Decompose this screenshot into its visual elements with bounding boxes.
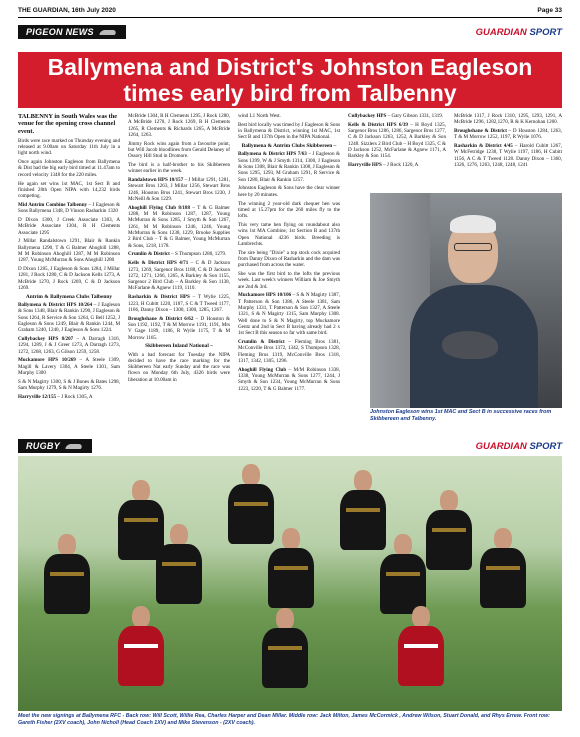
result-entry: Broughshane & District 6/62 – D Houston & Son 1192, 1192, T & M Morrow 1191, 1191, Mrs V Gage 1189, 1186, R Wylie 1175, T & M Morrow 1165. [128,315,230,341]
paragraph: McBride 1304, R H Clements 1295, J Rock 1280, A McBride 1270, J Rock 1269, R H Clements 1265, R Clements & Richards 1265, A McBride 1264, 1263. [128,113,230,138]
team-photo [18,456,562,711]
column-5 [454,113,562,193]
paragraph: He again set wins 1st MAC, 1st Sect B and finished 28th Open NIPA with 14,232 birds competing. [18,180,120,200]
paragraph: McBride 1317, J Rock 1310, 1295, 1293, 1291, A McBride 1296, 1282,1270, R & K Kernohan 1260. [454,113,562,126]
subheading: Ballymena & Antrim Clubs Skibbereen – [241,143,337,150]
pigeon-section-bar [18,24,562,40]
pigeon-news-label: PIGEON NEWS [26,27,94,37]
paragraph: D Dixon 1300, J Creek Associate 1303, A McBride Associate 1304, R H Clements Associate 1295 [18,216,120,236]
result-entry: Rasharkin & District HPS – T Wylie 1225, 1223, H Cubitt 1220, 1187, S C & T Tweed 1177, 1166, Danny Dixon – 1300, 1300, 1285, 1267. [128,294,230,313]
pigeon-news-tag [18,25,126,39]
paper-date: THE GUARDIAN, 16th July 2020 [18,7,116,14]
paragraph: Best bird locally was timed by J Eagleson & Sons in Ballymena & District, winning 1st MAC, 1st Sect B and 137th Open in the NIPA National. [238,121,340,141]
result-entry: Cullybackey HPS 8/207 – A Darragh 1316, 1294, 1289, J & J Greer 1273, A Darragh 1273, 1272, 1268, 1263, G Gilson 1259, 1258. [18,336,120,355]
paragraph: wind L1 North West. [238,113,281,119]
eagleson-photo [370,193,562,408]
result-entry: Harryville 12/155 – J Rock 1305, A [18,393,93,400]
result-entry: Ahoghill Flying Club – M/M Robinson 1338, 1338, Young McMurran & Sons 1277, 1244, J Smyth & Son 1234, Young McMurran & Sons 1223, 1220, T & G Balmer 1177. [238,366,340,392]
paragraph: D Dixon 1285, J Eagleson & Sons 1284, J Millar 1281, J Rock 1280, C & D Jackson Kells 1273, A McBride 1270, J Rock 1269, C & D Jackson 1269. [18,266,120,291]
paragraph: The winning 2 year-old dark chequer hen was timed at 15.27pm for the 260 miles fly to the lofts. [238,200,340,220]
photo-caption: Johnston Eagleson wins 1st MAC and Sect B in successive races from Skibbereen and Talbenny. [370,409,552,422]
result-entry: Broughshane & District – D Houston 1284, 1263, T & M Morrow 1252, 1197, R Wylie 1076. [454,128,562,141]
result-entry: Muckamore HPS 10/269 – A Steele 1309, Magill & Lavery 1304, A Steele 1301, Sam Murphy 1300 [18,357,120,377]
brand-sport: SPORT [529,26,562,38]
paragraph: Jimmy Rock wins again from a favourite point, but Will Jacob bloodlines from Gerald Delaney of Ossory Hill Stud in Dromore. [128,140,230,160]
column-1 [18,113,120,430]
column-4 [348,113,446,193]
paragraph: This very tame hen flying on roundabout also wins 1st MA Combine, 1st Section B and 137th Open National 4236 birds. Breeding is Lambrechts. [238,221,340,247]
pigeon-icon [442,331,498,359]
result-entry: Muckamore HPS 10/106 – S & N Magirty 1387, T Patterson & Son 1386, A Steele 1381, Sam Murphy 1331, T Patterson & Son 1327, A Steele 1321, S & N Magirty 1315, Sam Murphy 1308. Well done to S & N Magirty, top Muckamore Gentz and 2nd in Sect B having already had 2 x 1st Sect B this season so far with same bird. [238,292,340,337]
result-entry: Kells & District HPS 4/71 – C & D Jackson 1273, 1269, Sargenor Bros 1188, C & D Jackson 1272, 1271, 1266, 1265, A Barkley & Son 1155, Sargenor 2 Bird Club – A Barkley & Son 1138, McFarlane & Agnew 1119, 1110. [128,260,230,292]
paragraph: Johnston Eagleson & Sons have the clear winner here by 20 minutes. [238,185,340,198]
paragraph: S & N Magirty 1300, S & J Bones & Bates 1298, Sam Murphy 1279, S & N Magirty 1276. [18,378,120,392]
paragraph: The sire being "Dixie" a top stock cock acquired from Danny Dixon of Rasharkin and the dam was purchased from across the water. [238,249,340,269]
result-entry: Rasharkin & District 4/45 – Harold Cubitt 1267, W McFetridge 1238, T Wylie 1197, 1186, H Cubitt 1156, A C & T Tweed 1128. Danny Dixon – 1360, 1326, 1276, 1263, 1248, 1248, 1241 [454,143,562,169]
subheading: Antrim & Ballymena Clubs Talbenny [25,293,113,300]
rugby-tag [18,439,92,453]
main-headline: Ballymena and District's Johnston Eagleson times early bird from Talbenny [18,52,562,108]
rugby-section-bar [18,438,562,454]
rugby-ball-icon [66,442,84,450]
page-number: Page 33 [537,7,562,14]
result-entry: Cullybackey HPS – Gary Gibson 1331, 1319. [348,113,444,119]
paragraph: The bird is a half-brother to his Skibbereen winner earlier in the week. [128,162,230,175]
subheading: Skibbereen Inland National – [145,343,213,350]
brand-guardian: GUARDIAN [475,26,527,38]
paragraph: Once again Johnston Eagleson from Ballymena & Dist had the big early bird timed at 11.47am to record velocity 1348 for the 220 miles. [18,159,120,178]
pigeon-wing-icon [100,28,118,36]
result-entry: Ahoghill Flying Club 8/188 – T & G Balmer 1288, M M Robinson 1287, 1287, Young McMurran & Sons 1285, J Smyth & Son 1267, 1261, M M Robinson 1246, 1246, Young McMurran & Sons 1238, 1229, Brooke Supplies 2 Bird Club – T & G Balmer, Young McMurran & Sons, 1218, 1178. [128,204,230,249]
result-entry: Randalstown HPS 10/157 – J Millar 1291, 1281, Stewart Bros 1263, J Millar 1256, Stewart Bros 1246, Houston Bros 1241, Stewart Bros 1230, J McNeill & Son 1229. [128,177,230,203]
guardian-sport-logo: GUARDIAN SPORT [475,440,562,452]
result-entry: Crumlin & District – Fleming Bros 1381, McConville Bros 1372, 1342, S Thompson 1328, Fleming Bros 1319, McConville Bros 1318, 1317, 1342, 1305, 1296. [238,339,340,364]
paragraph: With a bad forecast for Tuesday the NIPA decided to have the race marking for the Skibbereen Nat early Sunday and the race was flown on Monday 6th July, 4326 birds were liberation at 10.00am in [128,351,230,383]
paragraph: J Millar Randalstown 1291, Blair & Rankin Ballymena 1290, T & G Balmer Ahoghill 1288, M M Robinson Ahoghill 1287, M M Robinson 1287, Young McMurran & Sons Ahoghill 1280 [18,238,120,264]
result-entry: Harryville HPS – J Rock 1320, A [348,162,419,169]
glasses-icon [454,243,492,251]
result-entry: Ballymena & District HPS 10/264 – J Eagleson & Sons 1348, Blair & Rankin 1290, J Eagleson & Sons 1264, R Service & Son 1264, G Bell 1252, J Eagleson & Sons 1249, Blair & Rankin 1244, M Graham 1240, 1240, J Eagleson & Sons 1224. [18,302,120,334]
paragraph: She was the first bird to the lofts the previous week. Last week's winners William & Joe Smyth are 2nd & 3rd. [238,271,340,290]
paragraph: Birds were race marked on Thursday evening and released at 9.00am on Saturday 11th July in a light north wind. [18,137,120,157]
column-3 [238,113,340,430]
article-lead: TALBENNY in South Wales was the venue for the opening cross channel event. [18,113,118,135]
team-photo-caption: Meet the new signings at Ballymena RFC - Back row: Will Scott, Willie Rea, Charles Harper and Dean Millar. Middle row: Jack Milton, James McCormick , Andrew Wilson, Stuart Donald, and Rhys Errew. Front row: Gareth Fisher (2XV coach), John Nicholl (Head Coach 1XV) and Mike Stevenson - (2XV coach). [18,713,550,726]
column-2 [128,113,230,430]
page-header [18,6,562,18]
result-entry: Kells & District HPS 6/39 – H Boyd 1325, Sargenor Bros 1286, 1286, Sargenor Bros 1277, C & D Jackson 1263, 1252, A Barkley & Son 1248. Sizzlers 2 Bird Club – H Boyd 1325, C & D Jackson 1252, McFarlane & Agnew 1171, A Barkley & Son 1154. [348,121,446,160]
rugby-label: RUGBY [26,441,61,451]
result-entry: Ballymena & District HPS 7/63 – J Eagleson & Sons 1399, W & J Smyth 1314, 1300, J Eagleson & Sons 1308, Blair & Rankin 1308, J Eagleson & Sons 1295, 1293, M Graham 1291, R Service & Son 1280, Blair & Rankin 1257. [238,151,340,183]
result-entry: Mid Antrim Combine Talbenny – J Eagleson & Sons Ballymena 1348, D Vinson Rasharkin 1320 [18,201,120,215]
result-heading: Mid Antrim Combine Talbenny [18,201,88,208]
guardian-sport-logo [476,27,562,38]
result-entry: Crumlin & District – S Thompson 1280, 1279. [128,251,227,258]
